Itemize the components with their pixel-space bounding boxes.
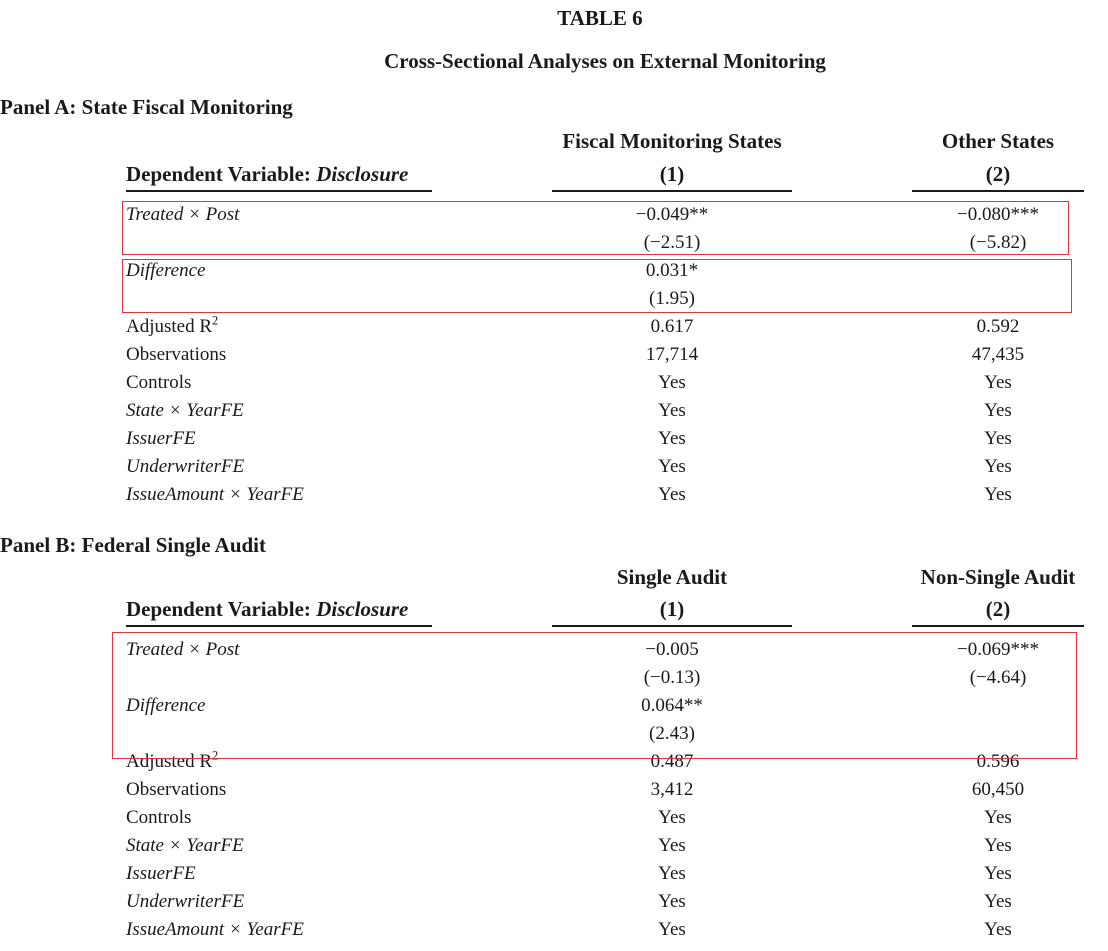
panel-a-obs-label: Observations [126,344,227,365]
panel-a-controls-c2: Yes [984,372,1012,393]
panel-b-issuerfe-c2: Yes [984,863,1012,884]
panel-b-highlight-box [112,632,1077,759]
panel-b-statefe-c1: Yes [658,835,686,856]
panel-a-col2-rule [912,190,1084,192]
panel-b-obs-label: Observations [126,779,227,800]
panel-b-issueamount-c1: Yes [658,919,686,940]
panel-b-obs-c2: 60,450 [971,779,1025,800]
panel-b-title: Panel B: Federal Single Audit [0,533,267,557]
panel-b-treated-label: Treated × Post [126,639,240,660]
panel-b-controls-c1: Yes [658,807,686,828]
dep-label: Dependent Variable: [126,597,317,621]
panel-b-issueamount-c2: Yes [984,919,1012,940]
dep-var: Disclosure [316,162,409,186]
panel-a-title: Panel A: State Fiscal Monitoring [0,95,293,119]
panel-a-adjr2-c1: 0.617 [650,316,694,337]
panel-b-underwriterfe-c2: Yes [984,891,1012,912]
panel-a-adjr2-c2: 0.592 [976,316,1020,337]
table-number: TABLE 6 [557,6,643,30]
panel-a-difference-label: Difference [126,260,206,281]
panel-b-col2-number: (2) [985,597,1011,621]
panel-a-controls-label: Controls [126,372,192,393]
adjr2-sup: 2 [212,748,219,763]
panel-a-treated-highlight-box [122,201,1069,255]
dep-label: Dependent Variable: [126,162,317,186]
panel-a-treated-c2: −0.080*** [957,204,1039,225]
panel-a-col2-number: (2) [985,162,1011,186]
panel-a-treated-c1-tstat: (−2.51) [643,232,701,253]
panel-a-issuerfe-c1: Yes [658,428,686,449]
panel-a-statefe-label: State × YearFE [126,400,244,421]
panel-a-difference-highlight-box [122,259,1072,313]
panel-b-adjr2-c1: 0.487 [650,751,694,772]
panel-b-controls-c2: Yes [984,807,1012,828]
panel-a-controls-c1: Yes [658,372,686,393]
panel-a-treated-label: Treated × Post [126,204,240,225]
panel-b-underwriterfe-label: UnderwriterFE [126,891,245,912]
panel-a-underwriterfe-c2: Yes [984,456,1012,477]
panel-b-dependent-variable [126,597,408,622]
panel-b-col2-name: Non-Single Audit [920,565,1076,589]
panel-b-difference-label: Difference [126,695,206,716]
panel-a-treated-c1: −0.049** [635,204,709,225]
panel-b-col1-rule [552,625,792,627]
panel-b-col1-number: (1) [659,597,685,621]
panel-b-adjr2-c2: 0.596 [976,751,1020,772]
panel-a-issueamount-c2: Yes [984,484,1012,505]
table-title: Cross-Sectional Analyses on External Monitoring [384,49,826,73]
panel-b-difference-c1: 0.064** [641,695,703,716]
panel-b-col1-name: Single Audit [616,565,728,589]
panel-a-dep-rule [126,190,432,192]
panel-a-obs-c1: 17,714 [645,344,699,365]
panel-a-col2-name: Other States [941,129,1055,153]
panel-b-treated-c2: −0.069*** [957,639,1039,660]
panel-b-obs-c1: 3,412 [650,779,694,800]
panel-a-treated-c2-tstat: (−5.82) [969,232,1027,253]
panel-a-statefe-c2: Yes [984,400,1012,421]
panel-b-controls-label: Controls [126,807,192,828]
panel-a-issueamount-c1: Yes [658,484,686,505]
panel-a-difference-c1-tstat: (1.95) [649,288,695,309]
panel-b-treated-c1-tstat: (−0.13) [643,667,701,688]
panel-a-adjr2-label [126,313,219,338]
panel-b-treated-c2-tstat: (−4.64) [969,667,1027,688]
panel-b-statefe-c2: Yes [984,835,1012,856]
panel-a-underwriterfe-label: UnderwriterFE [126,456,245,477]
panel-b-issueamount-label: IssueAmount × YearFE [126,919,304,940]
panel-a-col1-name: Fiscal Monitoring States [562,129,782,153]
panel-b-issuerfe-label: IssuerFE [126,863,196,884]
panel-a-col1-rule [552,190,792,192]
panel-b-col2-rule [912,625,1084,627]
panel-a-issueamount-label: IssueAmount × YearFE [126,484,304,505]
panel-a-obs-c2: 47,435 [971,344,1025,365]
panel-b-issuerfe-c1: Yes [658,863,686,884]
panel-b-statefe-label: State × YearFE [126,835,244,856]
panel-a-issuerfe-label: IssuerFE [126,428,196,449]
panel-a-statefe-c1: Yes [658,400,686,421]
panel-b-treated-c1: −0.005 [645,639,699,660]
adjr2-sup: 2 [212,313,219,328]
panel-b-underwriterfe-c1: Yes [658,891,686,912]
adjr2-text: Adjusted R [126,751,213,772]
panel-a-underwriterfe-c1: Yes [658,456,686,477]
panel-a-dependent-variable [126,162,408,187]
panel-a-col1-number: (1) [659,162,685,186]
panel-b-dep-rule [126,625,432,627]
dep-var: Disclosure [316,597,409,621]
panel-a-issuerfe-c2: Yes [984,428,1012,449]
adjr2-text: Adjusted R [126,316,213,337]
panel-b-difference-c1-tstat: (2.43) [649,723,695,744]
panel-a-difference-c1: 0.031* [645,260,699,281]
